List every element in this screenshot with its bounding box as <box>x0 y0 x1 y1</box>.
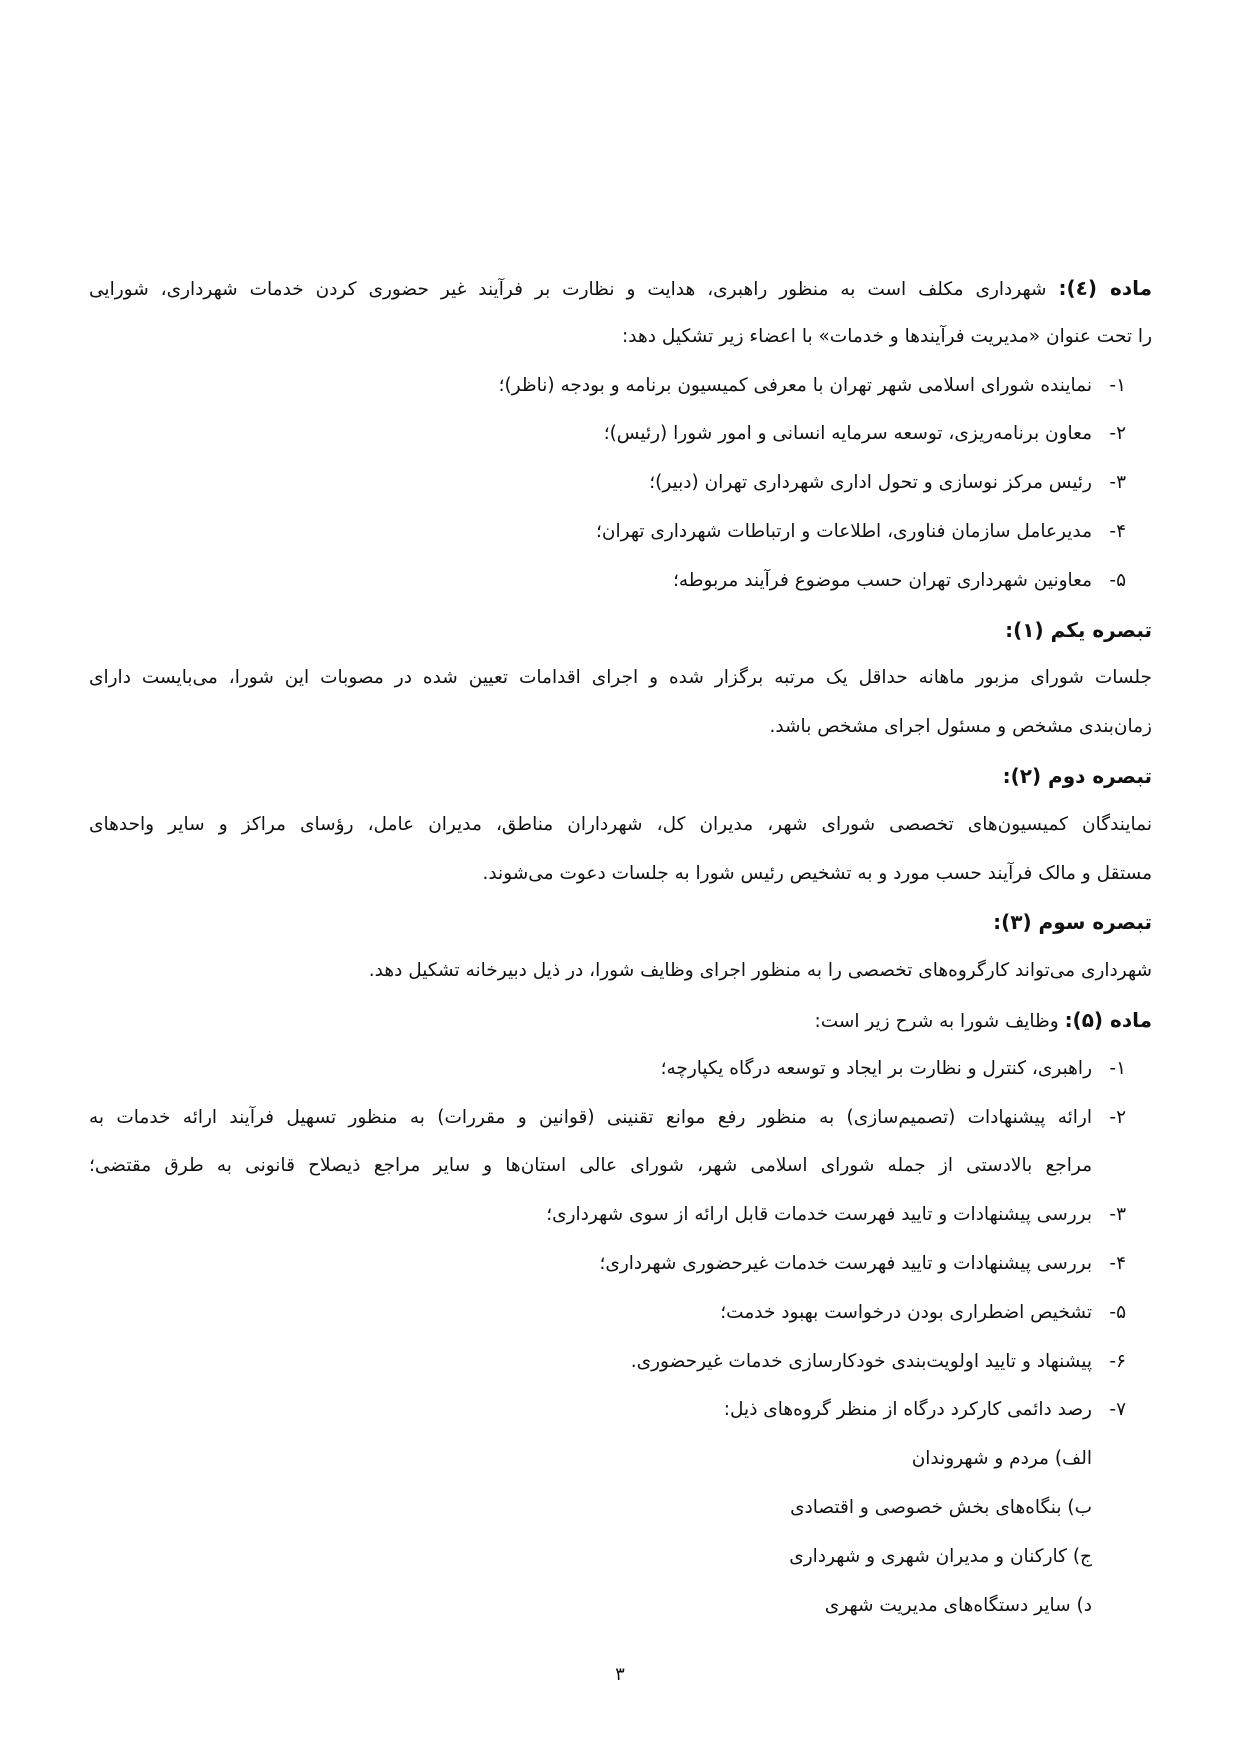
item-text: مدیرعامل سازمان فناوری، اطلاعات و ارتباطات شهرداری تهران؛ <box>596 520 1092 542</box>
group-item: الف) مردم و شهروندان <box>911 1448 1092 1470</box>
item-number: ۲- <box>1109 1106 1126 1128</box>
item-text: راهبری، کنترل و نظارت بر ایجاد و توسعه درگاه یکپارچه؛ <box>660 1057 1092 1079</box>
note2-line2: مستقل و مالک فرآیند حسب مورد و به تشخیص رئیس شورا به جلسات دعوت می‌شوند. <box>482 862 1152 884</box>
list-item <box>89 1096 1152 1145</box>
item-text: ارائه پیشنهادات (تصمیم‌سازی) به منظور رفع موانع تقنینی (قوانین و مقررات) به منظور تسهیل فرآیند ارائه خدمات به <box>89 1106 1092 1128</box>
item-text: نماینده شورای اسلامی شهر تهران با معرفی کمیسیون برنامه و بودجه (ناظر)؛ <box>498 374 1092 396</box>
article4-text: شهرداری مکلف است به منظور راهبری، هدایت و نظارت بر فرآیند غیر حضوری کردن خدمات شهرداری، شورایی <box>89 279 1047 300</box>
note3-title: تبصره سوم (۳): <box>993 910 1152 935</box>
item-number: ۳- <box>1109 472 1126 494</box>
group-item: ج) کارکنان و مدیران شهری و شهرداری <box>789 1545 1092 1567</box>
item-number: ۵- <box>1109 569 1126 591</box>
page-number: ۳ <box>615 1664 625 1685</box>
note1-line2: زمان‌بندی مشخص و مسئول اجرای مشخص باشد. <box>769 716 1152 738</box>
item-text: معاون برنامه‌ریزی، توسعه سرمایه انسانی و امور شورا (رئیس)؛ <box>603 423 1092 445</box>
document-page <box>89 266 1152 1632</box>
item-text: بررسی پیشنهادات و تایید فهرست خدمات غیرحضوری شهرداری؛ <box>599 1252 1092 1274</box>
note3-line1: شهرداری می‌تواند کارگروه‌های تخصصی را به منظور اجرای وظایف شورا، در ذیل دبیرخانه تشکیل دهد. <box>368 960 1152 982</box>
list-item <box>89 1388 1152 1437</box>
list-item <box>89 364 1152 413</box>
article5-line <box>89 998 1152 1047</box>
article4-line2: را تحت عنوان «مدیریت فرآیندها و خدمات» با اعضاء زیر تشکیل دهد: <box>622 325 1152 347</box>
article4-line1 <box>89 266 1152 315</box>
list-item-continuation: مراجع بالادستی از جمله شورای اسلامی شهر، شورای عالی استان‌ها و سایر مراجع ذیصلاح قانونی به طرق مقتضی؛ <box>89 1155 1092 1177</box>
note1-line1: جلسات شورای مزبور ماهانه حداقل یک مرتبه برگزار شده و اجرای اقدامات تعیین شده در مصوبات این شورا، می‌بایست دارای <box>89 667 1152 689</box>
item-number: ۵- <box>1109 1301 1126 1323</box>
item-number: ۱- <box>1109 1057 1126 1079</box>
list-item <box>89 510 1152 559</box>
item-number: ۴- <box>1109 1252 1126 1274</box>
article4-label: ماده (٤): <box>1058 276 1152 300</box>
item-number: ۳- <box>1109 1204 1126 1226</box>
note2-line1: نمایندگان کمیسیون‌های تخصصی شورای شهر، مدیران کل، شهرداران مناطق، مدیران عامل، رؤسای مراکز و سایر واحدهای <box>89 813 1152 835</box>
note1-title: تبصره یکم (۱): <box>1005 617 1152 642</box>
item-text: تشخیص اضطراری بودن درخواست بهبود خدمت؛ <box>720 1301 1092 1323</box>
item-number: ۴- <box>1109 520 1126 542</box>
list-item <box>89 461 1152 510</box>
note2-title: تبصره دوم (۲): <box>1002 763 1152 788</box>
item-text: پیشنهاد و تایید اولویت‌بندی خودکارسازی خدمات غیرحضوری. <box>630 1350 1092 1372</box>
item-number: ۱- <box>1109 374 1126 396</box>
item-text: بررسی پیشنهادات و تایید فهرست خدمات قابل ارائه از سوی شهرداری؛ <box>546 1204 1092 1226</box>
group-item: د) سایر دستگاه‌های مدیریت شهری <box>824 1594 1092 1616</box>
list-item <box>89 559 1152 608</box>
item-text: رصد دائمی کارکرد درگاه از منظر گروه‌های ذیل: <box>723 1399 1092 1421</box>
item-number: ۷- <box>1109 1399 1126 1421</box>
list-item <box>89 1242 1152 1291</box>
article5-label: ماده (۵): <box>1064 1007 1152 1032</box>
list-item <box>89 1340 1152 1389</box>
list-item <box>89 1193 1152 1242</box>
item-number: ۶- <box>1109 1350 1126 1372</box>
item-text: رئیس مرکز نوسازی و تحول اداری شهرداری تهران (دبیر)؛ <box>649 472 1092 494</box>
article5-text: وظایف شورا به شرح زیر است: <box>814 1010 1059 1032</box>
item-number: ۲- <box>1109 423 1126 445</box>
list-item <box>89 412 1152 461</box>
item-text: معاونین شهرداری تهران حسب موضوع فرآیند مربوطه؛ <box>673 569 1092 591</box>
group-item: ب) بنگاه‌های بخش خصوصی و اقتصادی <box>790 1496 1092 1518</box>
list-item <box>89 1291 1152 1340</box>
list-item <box>89 1047 1152 1096</box>
